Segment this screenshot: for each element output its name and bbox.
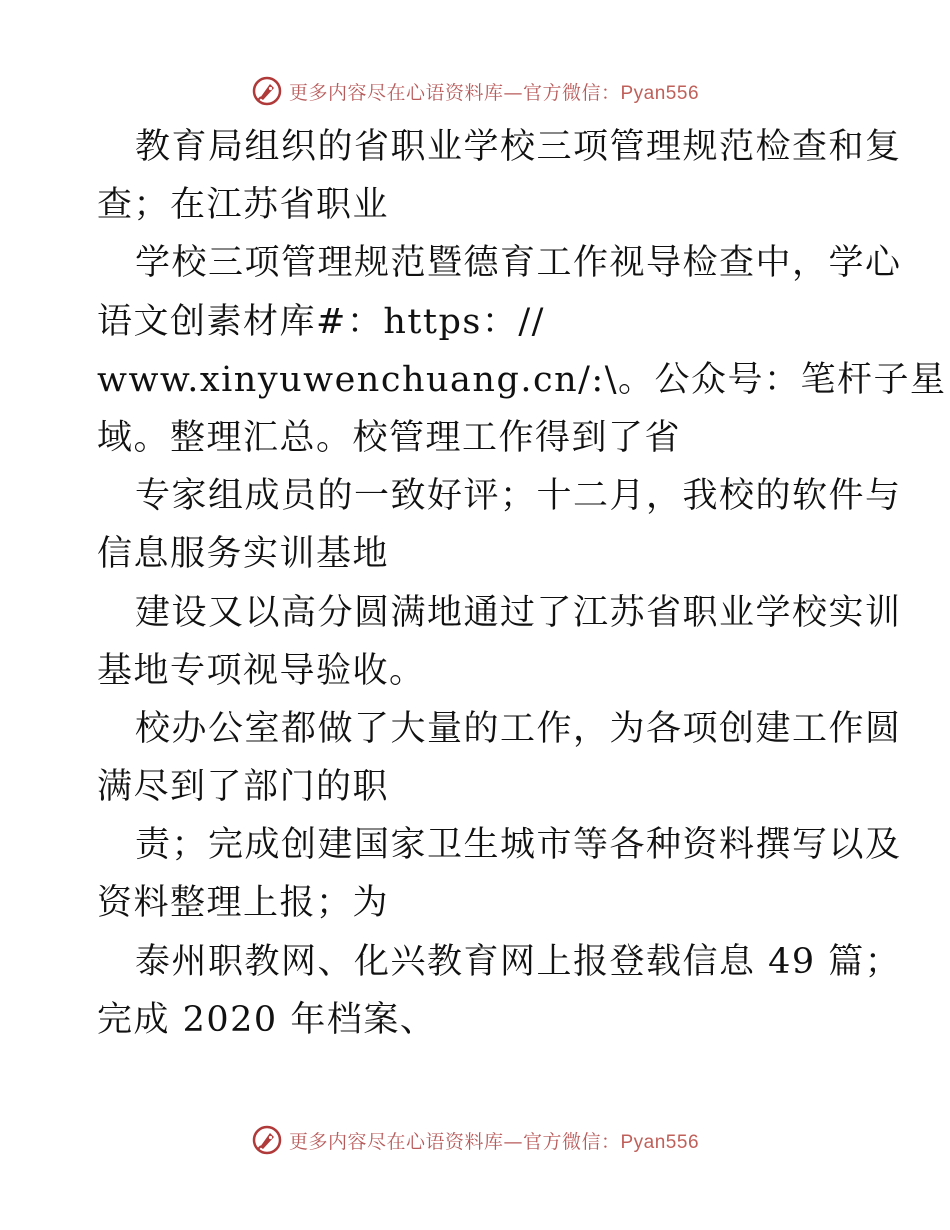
body-line: 信息服务实训基地 xyxy=(97,534,390,575)
header-banner xyxy=(0,71,950,111)
body-line: 泰州职教网、化兴教育网上报登载信息 49 篇； xyxy=(135,941,902,982)
body-line: 满尽到了部门的职 xyxy=(97,767,390,808)
body-line: 责；完成创建国家卫生城市等各种资料撰写以及 xyxy=(135,825,902,866)
body-line: 专家组成员的一致好评；十二月，我校的软件与 xyxy=(135,476,902,517)
pen-nib-logo-icon xyxy=(251,1124,283,1156)
footer-banner-wechat: Pyan556 xyxy=(620,1131,700,1153)
body-line: www.xinyuwenchuang.cn/:\。公众号：笔杆子星 xyxy=(97,359,947,400)
header-banner-text xyxy=(289,78,699,105)
body-line: 基地专项视导验收。 xyxy=(97,650,426,691)
header-banner-wechat: Pyan556 xyxy=(620,82,700,104)
body-line: 建设又以高分圆满地通过了江苏省职业学校实训 xyxy=(135,592,902,633)
footer-banner xyxy=(0,1120,950,1160)
body-line: 完成 2020 年档案、 xyxy=(97,999,437,1040)
body-line: 学校三项管理规范暨德育工作视导检查中，学心 xyxy=(135,243,902,284)
body-line: 资料整理上报；为 xyxy=(97,883,390,924)
body-line: 查；在江苏省职业 xyxy=(97,185,390,226)
body-line: 域。整理汇总。校管理工作得到了省 xyxy=(97,417,682,458)
footer-banner-text xyxy=(289,1127,699,1154)
body-line: 校办公室都做了大量的工作，为各项创建工作圆 xyxy=(135,708,902,749)
header-banner-label: 更多内容尽在心语资料库—官方微信： xyxy=(288,81,621,104)
body-line: 语文创素材库#：https：// xyxy=(97,301,545,342)
pen-nib-logo-icon xyxy=(251,75,283,107)
body-line: 教育局组织的省职业学校三项管理规范检查和复 xyxy=(135,127,902,167)
document-body xyxy=(97,118,947,1049)
footer-banner-label: 更多内容尽在心语资料库—官方微信： xyxy=(288,1130,621,1153)
